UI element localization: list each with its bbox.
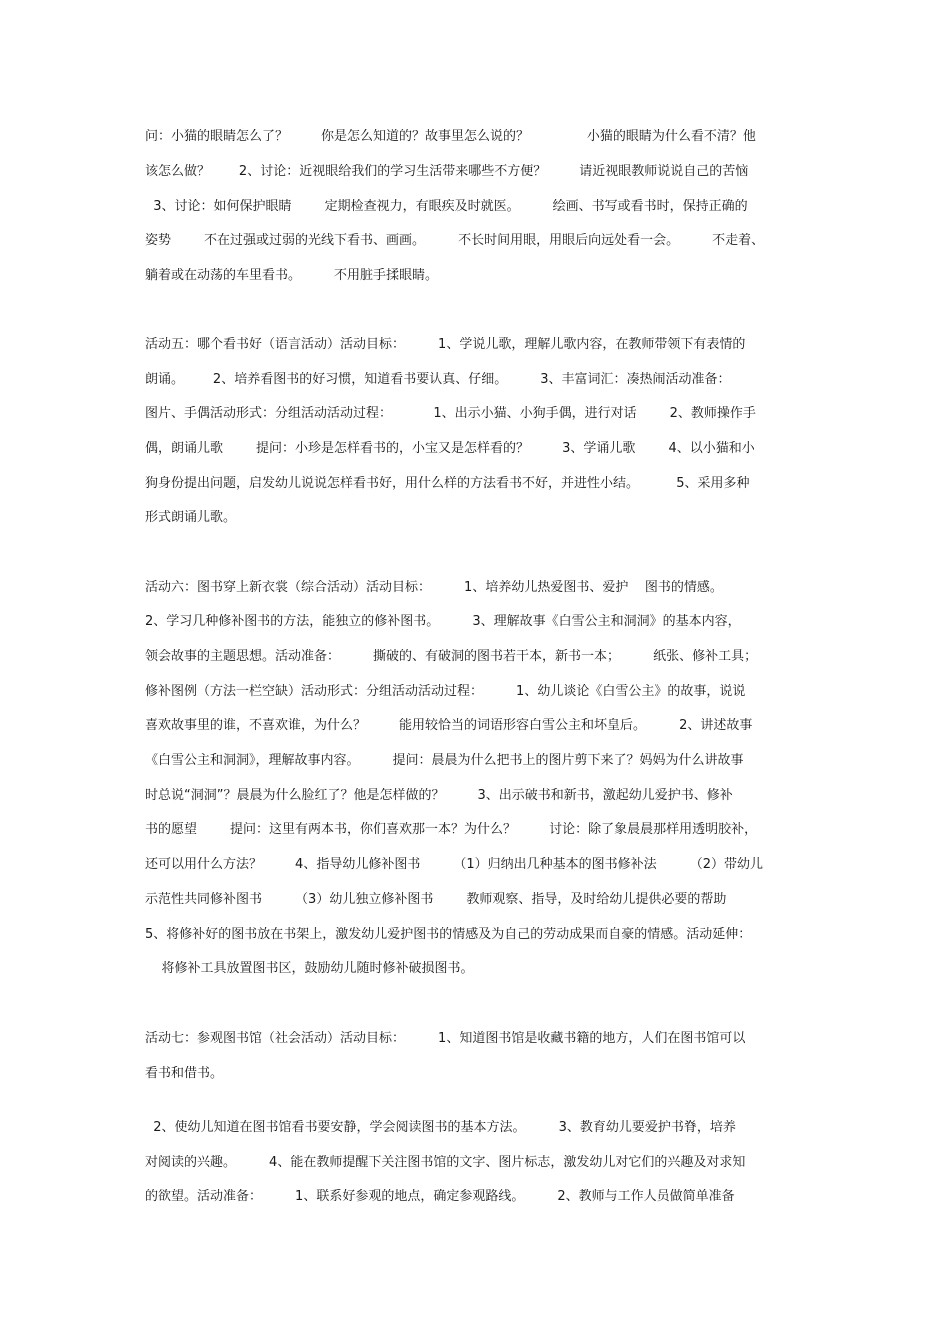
text-line: 《白雪公主和洞洞》，理解故事内容。 提问：晨晨为什么把书上的图片剪下来了？妈妈为什么讲故事 [145, 753, 744, 768]
text-line: 姿势 不在过强或过弱的光线下看书、画画。 不长时间用眼，用眼后向远处看一会。 不走着、 [145, 233, 765, 248]
text-line: 领会故事的主题思想。活动准备： 撕破的、有破洞的图书若干本，新书一本； 纸张、修补工具； [145, 649, 758, 664]
text-line: 修补图例（方法一栏空缺）活动形式：分组活动活动过程： 1、幼儿谈论《白雪公主》的故事，说说 [145, 684, 746, 699]
text-line: 对阅读的兴趣。 4、能在教师提醒下关注图书馆的文字、图片标志，激发幼儿对它们的兴趣及对求知 [145, 1155, 746, 1170]
text-line: 2、使幼儿知道在图书馆看书要安静，学会阅读图书的基本方法。 3、教育幼儿要爱护书脊，培养 [145, 1120, 736, 1135]
text-line: 的欲望。活动准备： 1、联系好参观的地点，确定参观路线。 2、教师与工作人员做简单准备 [145, 1189, 735, 1204]
text-line: 5、将修补好的图书放在书架上，激发幼儿爱护图书的情感及为自己的劳动成果而自豪的情感。活动延伸： [145, 927, 752, 942]
text-line: 示范性共同修补图书 （3）幼儿独立修补图书 教师观察、指导，及时给幼儿提供必要的帮助 [145, 892, 727, 907]
text-line: 时总说“洞洞”？晨晨为什么脸红了？他是怎样做的？ 3、出示破书和新书，激起幼儿爱护书、修补 [145, 788, 733, 803]
text-line: 活动五：哪个看书好（语言活动）活动目标： 1、学说儿歌，理解儿歌内容，在教师带领下有表情的 [145, 337, 746, 352]
text-line: 形式朗诵儿歌。 [145, 510, 237, 525]
text-line: 朗诵。 2、培养看图书的好习惯，知道看书要认真、仔细。 3、丰富词汇：凑热闹活动准备： [145, 372, 731, 387]
text-line: 将修补工具放置图书区，鼓励幼儿随时修补破损图书。 [145, 961, 474, 976]
text-line: 2、学习几种修补图书的方法，能独立的修补图书。 3、理解故事《白雪公主和洞洞》的基本内容， [145, 614, 741, 629]
text-line: 活动七：参观图书馆（社会活动）活动目标： 1、知道图书馆是收藏书籍的地方，人们在图书馆可以 [145, 1031, 746, 1046]
text-line: 喜欢故事里的谁，不喜欢谁，为什么？ 能用较恰当的词语形容白雪公主和坏皇后。 2、讲述故事 [145, 718, 753, 733]
text-line: 问：小猫的眼睛怎么了？ 你是怎么知道的？故事里怎么说的？ 小猫的眼睛为什么看不清？他 [145, 129, 756, 144]
text-line: 看书和借书。 [145, 1066, 224, 1081]
text-line: 躺着或在动荡的车里看书。 不用脏手揉眼睛。 [145, 268, 439, 283]
text-line: 偶，朗诵儿歌 提问：小珍是怎样看书的，小宝又是怎样看的？ 3、学诵儿歌 4、以小猫和小 [145, 441, 755, 456]
text-line: 狗身份提出问题，启发幼儿说说怎样看书好，用什么样的方法看书不好，并进性小结。 5、采用多种 [145, 476, 750, 491]
text-line: 还可以用什么方法？ 4、指导幼儿修补图书 （1）归纳出几种基本的图书修补法 （2）带幼儿 [145, 857, 763, 872]
text-line: 该怎么做？ 2、讨论：近视眼给我们的学习生活带来哪些不方便？ 请近视眼教师说说自己的苦恼 [145, 164, 749, 179]
text-line: 活动六：图书穿上新衣裳（综合活动）活动目标： 1、培养幼儿热爱图书、爱护 图书的情感。 [145, 580, 723, 595]
text-line: 书的愿望 提问：这里有两本书，你们喜欢那一本？为什么？ 讨论：除了象晨晨那样用透明胶补， [145, 822, 758, 837]
text-line: 3、讨论：如何保护眼睛 定期检查视力，有眼疾及时就医。 绘画、书写或看书时，保持正确的 [145, 199, 748, 214]
text-line: 图片、手偶活动形式：分组活动活动过程： 1、出示小猫、小狗手偶，进行对话 2、教师操作手 [145, 406, 756, 421]
